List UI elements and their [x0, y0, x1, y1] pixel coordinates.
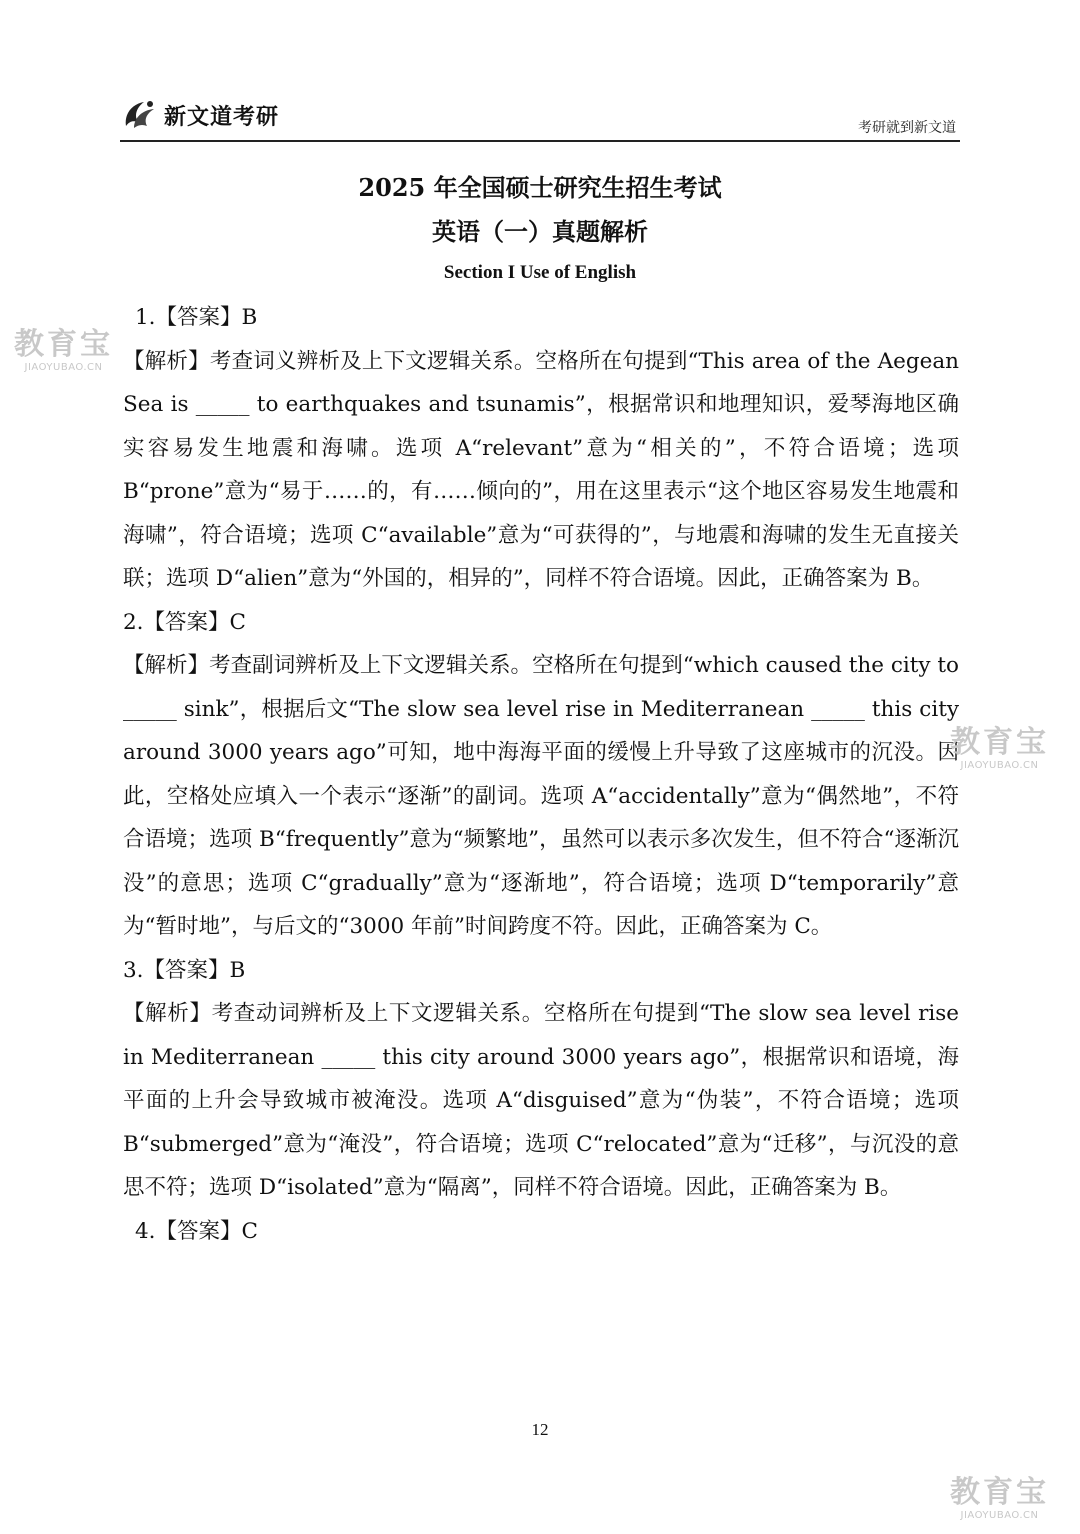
analysis-paragraph-3: 【解析】考查动词辨析及上下文逻辑关系。空格所在句提到“The slow sea level rise in Mediterranean _____ this city around 3000 years ago”，根据常识和语境，海平面的上升会导致城市被淹没。选项 A“disguised”意为“伪装”，不符合语境；选项 B“submerged”意为“淹没”，符合语境；选项 C“relocated”意为“迁移”，与沉没的意思不符；选项 D“isolated”意为“隔离”，同样不符合语境。因此，正确答案为 B。 [123, 1001, 959, 1200]
analysis-paragraph-1: 【解析】考查词义辨析及上下文逻辑关系。空格所在句提到“This area of the Aegean Sea is _____ to earthquakes and tsunamis”，根据常识和地理知识，爱琴海地区确实容易发生地震和海啸。选项 A“relevant”意为“相关的”，不符合语境；选项 B“prone”意为“易于……的，有……倾向的”，用在这里表示“这个地区容易发生地震和海啸”，符合语境；选项 C“available”意为“可获得的”，与地震和海啸的发生无直接关联；选项 D“alien”意为“外国的，相异的”，同样不符合语境。因此，正确答案为 B。 [123, 348, 959, 591]
page-header [120, 96, 960, 142]
answer-line-1: 1.【答案】B [135, 305, 258, 330]
watermark-right [950, 725, 1049, 771]
watermark-text: 教育宝 [950, 1475, 1049, 1510]
phoenix-logo-icon [120, 98, 160, 132]
watermark-text: 教育宝 [950, 725, 1049, 760]
brand-logo [120, 98, 279, 132]
watermark-text: 教育宝 [14, 327, 113, 362]
answer-explanations [123, 296, 959, 1253]
watermark-domain: JIAOYUBAO.CN [960, 1510, 1039, 1521]
answer-line-3: 3.【答案】B [123, 957, 246, 983]
watermark-left [14, 327, 113, 373]
analysis-paragraph-2: 【解析】考查副词辨析及上下文逻辑关系。空格所在句提到“which caused the city to _____ sink”，根据后文“The slow sea level rise in Mediterranean _____ this city around 3000 years ago”可知，地中海海平面的缓慢上升导致了这座城市的沉没。因此，空格处应填入一个表示“逐渐”的副词。选项 A“accidentally”意为“偶然地”，不符合语境；选项 B“frequently”意为“频繁地”，虽然可以表示多次发生，但不符合“逐渐沉没”的意思；选项 C“gradually”意为“逐渐地”，符合语境；选项 D“temporarily”意为“暂时地”，与后文的“3000 年前”时间跨度不符。因此，正确答案为 C。 [123, 653, 959, 939]
watermark-domain: JIAOYUBAO.CN [960, 760, 1039, 771]
watermark-bottom [950, 1475, 1049, 1521]
header-slogan: 考研就到新文道 [858, 120, 956, 136]
section-heading: Section I Use of English [443, 262, 637, 283]
logo-text: 新文道考研 [164, 104, 280, 130]
exam-subtitle: 英语（一）真题解析 [432, 217, 648, 246]
watermark-domain: JIAOYUBAO.CN [24, 362, 103, 373]
answer-line-2: 2.【答案】C [123, 609, 246, 635]
exam-title: 2025 年全国硕士研究生招生考试 [358, 173, 722, 202]
page-number: 12 [531, 1420, 549, 1439]
answer-line-4: 4.【答案】C [135, 1218, 258, 1244]
